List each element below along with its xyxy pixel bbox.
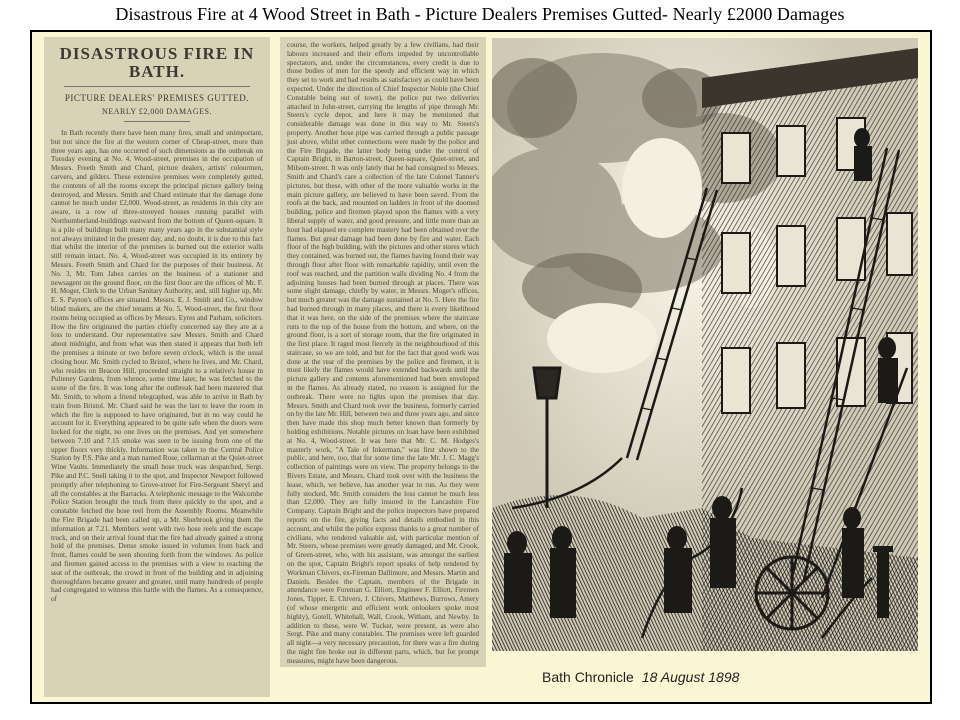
newspaper-clipping-right [280,37,486,667]
image-caption [542,669,922,685]
fire-engraving-illustration [492,38,918,651]
newspaper-clipping-left [44,37,270,697]
slide-frame [30,30,932,704]
caption-date: 18 August 1898 [641,669,740,685]
subhead-divider [124,121,190,122]
article-subheadline: PICTURE DEALERS' PREMISES GUTTED. [64,93,250,103]
slide-title: Disastrous Fire at 4 Wood Street in Bath - Picture Dealers Premises Gutted- Nearly £2000 Damages [115,4,845,24]
article-column-2-text: course, the workers, helped greatly by a few civilians, had their labours increased and their efforts impeded by uncontrollable spectators, and, under the circumstances, every credit is due to those bodies of men for the speedy and efficient way in which they set to work and had results as satisfactory as could have been expected. Under the direction of Chief Inspector Noble (the Chief Constable being out of town), the police put two deliveries attached in John-street, carrying the lengths of pipe through Mr. Steers's cycle depot, and here it may be mentioned that considerable damage was done in this way to Mr. Steers's property. Another hose pipe was carried through a public passage just above, whilst other connections were made by the police and the Fire Brigade, the latter body being under the control of Captain Bright, in Barton-street, Queen-square, Quiet-street, and Milsom-street. It was only lately that he had consigned to Messrs. Smith and Chard's care a collection of the late Colonel Tanner's pictures, but these, with other of the more valuable works in the main picture gallery, are believed to have been saved. From the roofs at the back, and mounted on ladders in front of the doomed building, police and firemen played upon the flames with a very liberal supply of water, and good pressure, and little more than an hour had elapsed ere complete mastery had been obtained over the flames. But great damage had been done by fire and water. Each floor of the high building, with the pictures and other stores which they contained, was burned out, the flames having found their way through floor after floor with remarkable rapidity, until even the roof was reached, and the partition walls dividing No. 4 from the adjoining houses had been burned through at places. There was some slight damage, chiefly by water, in Messrs. Moger's offices, but much greater was the damage sustained at No. 5. Here the fire had burned through in many places, and there is every likelihood that it was here, on the side of the premises where the staircase runs to the top of the house from the bottom, and where, on the ground floor, is a sort of storage room, that the fire originated in the first place. It raged most fiercely in the neighbourhood of this staircase, so we are told, and but for the fact that good work was done at the rear of the premises by the police and firemen, it is most likely the flames would have extended backwards until the picture gallery and contents aforementioned had been enveloped in the flames. As already stated, no reason is assigned for the outbreak. There were no lights upon the premises that day. Messrs. Smith and Chard took over the business, formerly carried on by the late Mr. Hill, between two and three years ago, and since then have made this shop much better known than formerly by holding exhibitions. Notable pictures on loan have been exhibited at No. 4, Wood-street. It was here that Mr. C. M. Hodges's masterly work, "A Tale of Inkerman," was first shown to the public, and here, too, that for some time the late Mr. J. C. Magg's collection of paintings were on view. The property belongs to the Rivers Estate, and Messrs. Chard took over with the business the lease, which, we believe, has another year to run. As they were fully stocked, Mr. Smith considers the loss cannot be much less than £2,000. They are fully insured in the Lancashire Fire Company. Captain Bright and the police inspectors have prepared reports on the fire, giving facts and details embodied in this account, and whilst the police express thanks to a great number of civilians, who rendered valuable aid, with particular mention of Mr. Steers, whose premises were greatly damaged, and Mr. Crook, of Green-street, who, with his assistant, was amongst the earliest on the spot, Captain Bright's report speaks of help rendered by Workman Chivers, ex-Fireman Dallimore, and Messrs. Martin and Daniels. Besides the Captain, members of the Brigade in attendance were Foreman G. Elliott, Engineer F. Elliott, Firemen Jones, Tipper, E. Chivers, J. Chivers, Matthews, Burrows, Amery (of whose energetic and efficient work onlookers spoke most highly), Gotell, Whitehall, Wall, Crook, Witham, and Newby. In addition to these, were W. Tucker, were present, as were also Sergt. Pike and many constables. The premises were left guarded all night—a very necessary precaution, for there was a fire during the night fire broke out in different parts, which, but for prompt measures, might have been dangerous. [287,41,480,665]
caption-source: Bath Chronicle [542,669,634,685]
article-headline: DISASTROUS FIRE IN BATH. [59,44,255,81]
article-damages-line: NEARLY £2,000 DAMAGES. [102,107,212,116]
headline-divider [64,86,250,87]
article-column-1-text: In Bath recently there have been many fires, small and unimportant, but not since the fire at the western corner of Cheap-street, more than three years ago, has one occurred of such dimensions as the outbreak on Tuesday evening at No. 4, Wood-street, premises in the occupation of Messrs. Freeth Smith and Chard, picture dealers, artists' colourmen, carvers, and gilders. These extensive premises were completely gutted, the contents of all the rooms except the principal picture gallery being destroyed, and Messrs. Smith and Chard estimate that the damage done cannot be much under £2,000. Wood-street, as residents in this city are aware, is a row of three-storeyed houses running parallel with Northumberland-buildings eastward from the bottom of Queen-square. It is a pile of buildings built many many years ago in the substantial style not always imitated in the present day, and, no doubt, it is due to this fact that whilst the interior of the premises is burned out the exterior walls still remain intact. No. 4, Wood-street was occupied in its entirety by Messrs. Freeth Smith and Chard for the purposes of their business. At No. 3, Mr. Tom Jabez carries on the business of a stationer and newsagent on the ground floor, on the first floor are the offices of Mr. F. H. Moger, Clerk to the Urban Sanitary Authority, and, still higher up, Mr. E. S. Payton's offices are situated. Messrs. E. J. Smith and Co., window blind makers, are the chief tenants at No. 5, Wood-street, the first floor rooms being occupied as offices by Messrs. Eyres and Parham, solicitors. How the fire originated the parties chiefly concerned say they are at a loss to understand. Our representative saw Messrs. Smith and Chard about midnight, and from what was then stated it appears that both left the premises a minute or two before seven o'clock, which is the usual closing hour. Mr. Smith cycled to Bristol, where he lives, and Mr. Chard, who resides on Beacon Hill, proceeded straight to a relative's house in Pulteney Gardens, from whence, some time later, he was fetched to the scene of the fire. It was long after the outbreak had been mastered that Mr. Smith, to whom a friend telegraphed, was able to arrive in Bath by train from Bristol. Mr. Chard said he was the last to leave the room in which the fire is supposed to have originated, but in no way could he account for it. Everything appeared to be quite safe when the doors were locked for the night, no one lives on the premises. And yet somewhere between 7.10 and 7.15 smoke was seen to be issuing from one of the upper floors very thickly. Information was taken to the Central Police Station by P.S. Pike and a man named Rose, cellarman at the Quiet-street Wine Vaults. Immediately the small hose truck was despatched, Sergt. Pike and P.C. Snell taking it to the spot, and Inspector Newport followed promptly after telephoning to Grove-street for Fire-Sergeant Sheryl and all the constables at the Barracks. A telephonic message to the Walcombe Police Station brought the truck from there quickly to the spot, and a constable fetched the hose reel from the Assembly Rooms. Meanwhile the Fire Brigade had been called up, a Mr. Sherbrook giving them the information at 7.21. Members went with two hose reels and the escape truck, and on their arrival found that the fire had already gained a strong hold of the premises. Dense smoke issued in volumes from back and front, flames could be seen shooting forth from the windows. As police and firemen gained access to the premises with a view to reaching the seat of the outbreak, the crowd in front of the building and in adjoining thoroughfares became greater and greater, until many hundreds of people had congregated to witness this battle with the flames. As a consequence, of [51,129,263,604]
